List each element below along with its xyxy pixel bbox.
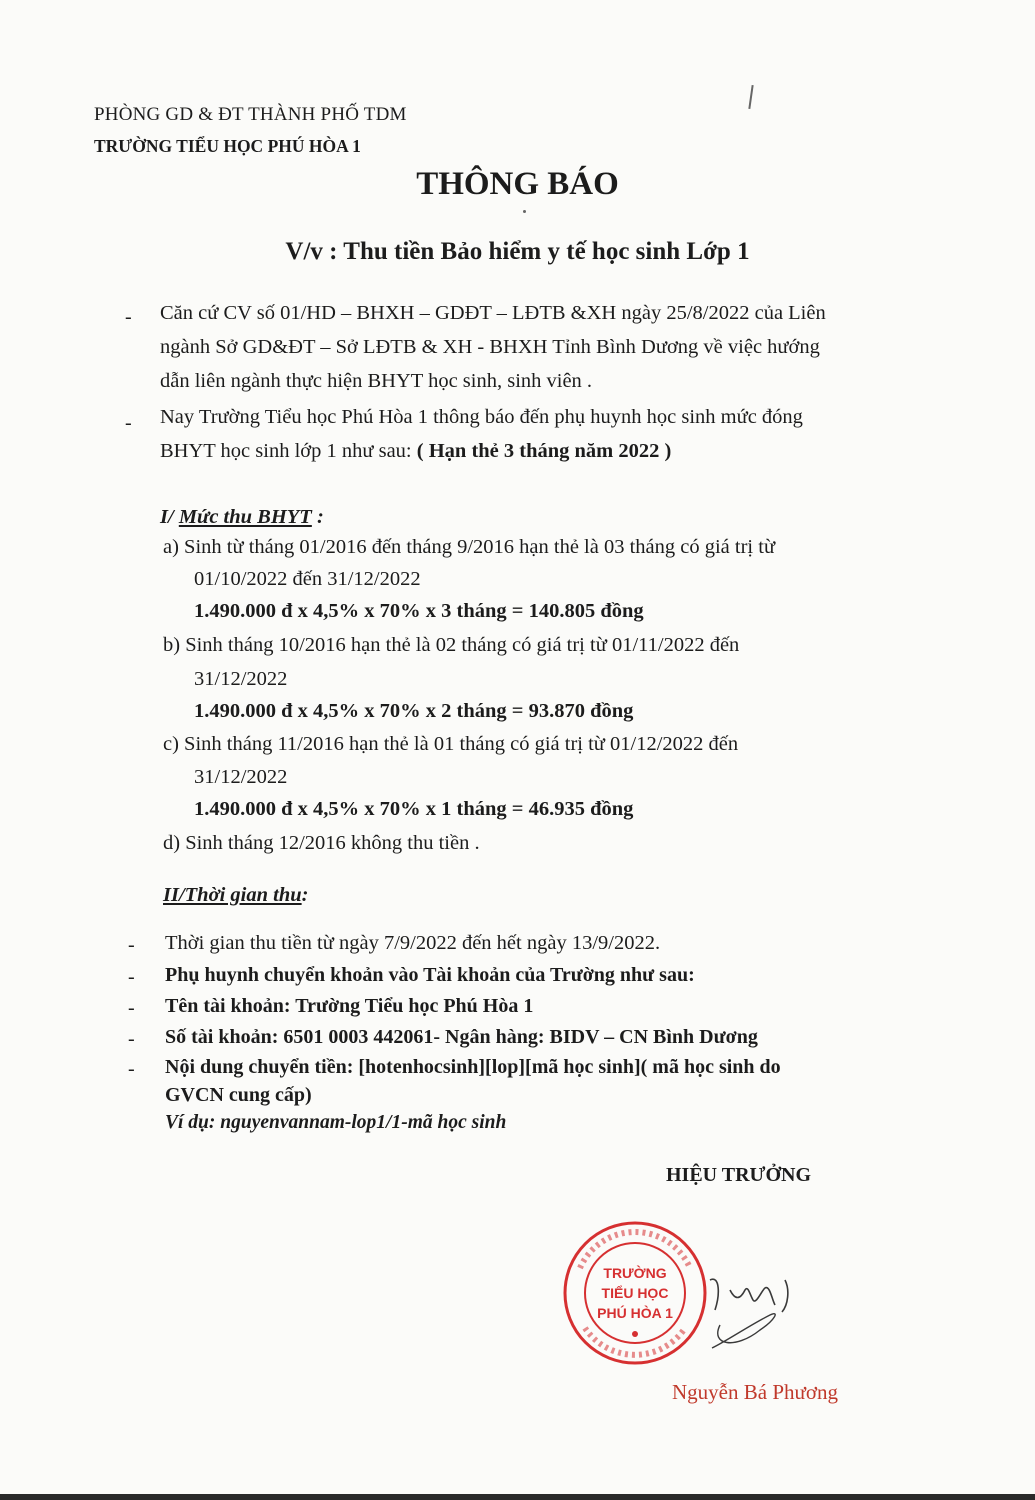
intro-p1-line: Căn cứ CV số 01/HD – BHXH – GDĐT – LĐTB &XH ngày 25/8/2022 của Liên	[160, 302, 826, 324]
intro-p1-line: dẫn liên ngành thực hiện BHYT học sinh, sinh viên .	[160, 370, 593, 392]
collection-period: Thời gian thu tiền từ ngày 7/9/2022 đến hết ngày 13/9/2022.	[165, 932, 661, 954]
account-number: Số tài khoản: 6501 0003 442061- Ngân hàng: BIDV – CN Bình Dương	[165, 1026, 758, 1048]
principal-name: Nguyễn Bá Phương	[672, 1380, 838, 1404]
intro-paragraph-2	[160, 400, 960, 468]
intro-p2-line: Nay Trường Tiểu học Phú Hòa 1 thông báo đến phụ huynh học sinh mức đóng	[160, 406, 803, 428]
document-subject: V/v : Thu tiền Bảo hiểm y tế học sinh Lớp 1	[285, 238, 750, 265]
scan-dot	[523, 210, 526, 213]
fee-item-a-formula: 1.490.000 đ x 4,5% x 70% x 3 tháng = 140.805 đồng	[194, 600, 644, 622]
transfer-instruction: Phụ huynh chuyển khoản vào Tài khoản của Trường như sau:	[165, 964, 695, 986]
intro-paragraph-1	[160, 296, 960, 398]
account-name: Tên tài khoản: Trường Tiểu học Phú Hòa 1	[165, 995, 534, 1017]
section-1-label: Mức thu BHYT	[178, 506, 312, 528]
department-header: PHÒNG GD & ĐT THÀNH PHỐ TDM	[94, 104, 407, 125]
school-seal	[560, 1218, 710, 1368]
transfer-example: Ví dụ: nguyenvannam-lop1/1-mã học sinh	[165, 1112, 507, 1133]
seal-line-1: TRƯỜNG	[603, 1265, 667, 1281]
scan-mark	[748, 85, 753, 109]
section-2-suffix: :	[301, 884, 309, 906]
bullet-dash: -	[128, 997, 135, 1019]
bullet-dash: -	[125, 412, 132, 434]
section-1-suffix: :	[311, 506, 324, 528]
section-2-label: II/Thời gian thu	[163, 884, 302, 906]
fee-item-d: d) Sinh tháng 12/2016 không thu tiền .	[163, 832, 480, 854]
bullet-dash: -	[128, 1058, 135, 1080]
fee-item-c-line2: 31/12/2022	[194, 766, 288, 788]
transfer-content-line1: Nội dung chuyển tiền: [hotenhocsinh][lop][mã học sinh]( mã học sinh do	[165, 1056, 781, 1078]
bullet-dash: -	[128, 1028, 135, 1050]
fee-item-a-line1: a) Sinh từ tháng 01/2016 đến tháng 9/2016 hạn thẻ là 03 tháng có giá trị từ	[163, 536, 776, 558]
section-2-heading	[163, 884, 308, 907]
intro-p1-line: ngành Sở GD&ĐT – Sở LĐTB & XH - BHXH Tỉnh Bình Dương về việc hướng	[160, 336, 820, 358]
scan-edge	[0, 1494, 1035, 1500]
fee-item-b-line2: 31/12/2022	[194, 668, 288, 690]
fee-item-b-formula: 1.490.000 đ x 4,5% x 70% x 2 tháng = 93.870 đồng	[194, 700, 634, 722]
intro-p2-line-2	[160, 434, 960, 468]
intro-p2-text: BHYT học sinh lớp 1 như sau:	[160, 440, 417, 462]
school-header: TRƯỜNG TIỂU HỌC PHÚ HÒA 1	[94, 136, 361, 156]
fee-item-c-line1: c) Sinh tháng 11/2016 hạn thẻ là 01 tháng có giá trị từ 01/12/2022 đến	[163, 733, 739, 755]
bullet-dash: -	[125, 306, 132, 328]
section-1-heading	[160, 506, 324, 529]
fee-item-a-line2: 01/10/2022 đến 31/12/2022	[194, 568, 421, 590]
bullet-dash: -	[128, 966, 135, 988]
bullet-dash: -	[128, 934, 135, 956]
principal-title: HIỆU TRƯỞNG	[666, 1164, 812, 1186]
document-title: THÔNG BÁO	[416, 166, 619, 202]
transfer-content-line2: GVCN cung cấp)	[165, 1084, 312, 1106]
card-term-note: ( Hạn thẻ 3 tháng năm 2022 )	[416, 440, 672, 462]
section-1-prefix: I/	[160, 506, 179, 528]
seal-line-3: PHÚ HÒA 1	[597, 1305, 673, 1321]
seal-line-2: TIỂU HỌC	[601, 1285, 669, 1301]
fee-item-b-line1: b) Sinh tháng 10/2016 hạn thẻ là 02 tháng có giá trị từ 01/11/2022 đến	[163, 634, 740, 656]
fee-item-c-formula: 1.490.000 đ x 4,5% x 70% x 1 tháng = 46.935 đồng	[194, 798, 634, 820]
handwritten-signature	[690, 1250, 810, 1360]
